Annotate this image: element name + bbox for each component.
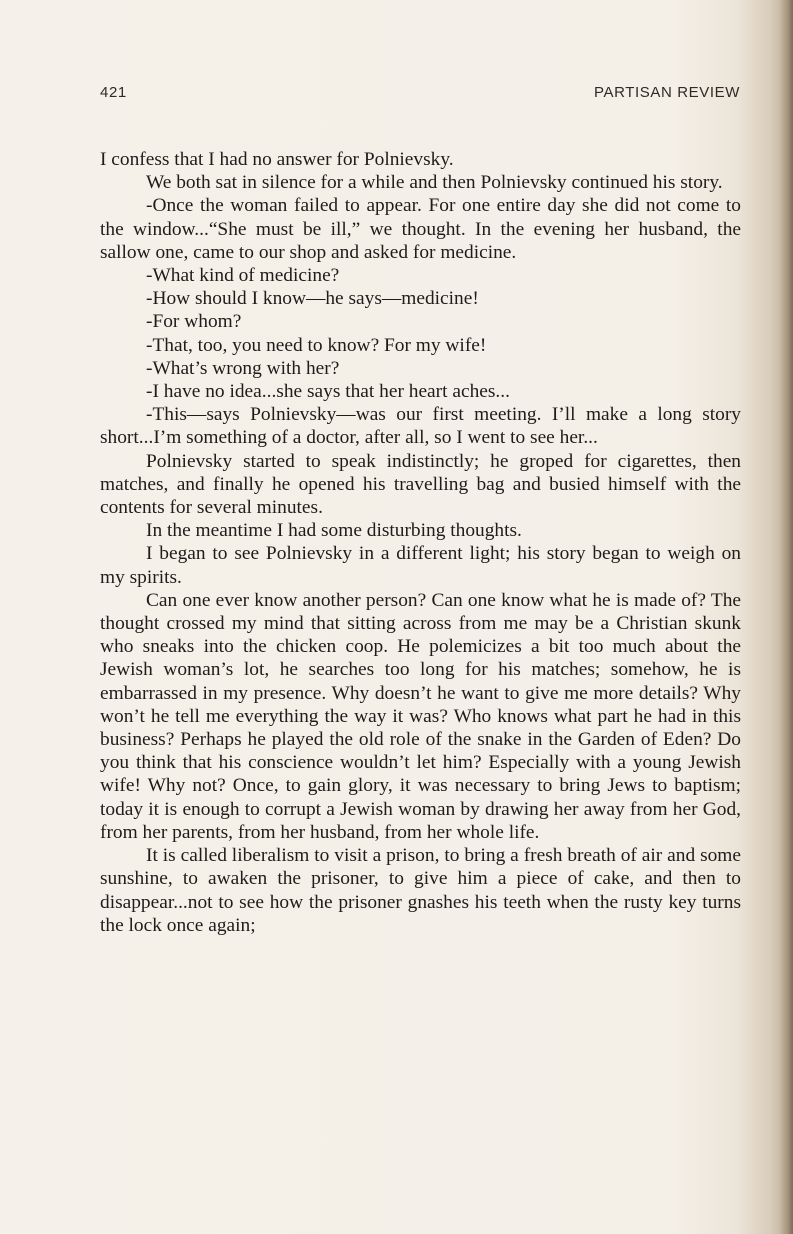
running-header (100, 84, 740, 106)
paragraph: -What’s wrong with her? (146, 357, 340, 379)
paragraph: -I have no idea...she says that her heart aches... (146, 381, 510, 403)
paragraph: It is called liberalism to visit a prison, to bring a fresh breath of air and some sunshine, to awaken the prisoner, to give him a piece of cake, and then to disappear...not to see how the prisoner gnashes his teeth when the rusty key turns the lock once again; (100, 845, 741, 936)
paragraph: Polnievsky started to speak indistinctly; he groped for cigarettes, then matches, and finally he opened his travelling bag and busied himself with the contents for several minutes. (100, 450, 741, 519)
book-spine-shadow (779, 0, 793, 1234)
paragraph: Can one ever know another person? Can one know what he is made of? The thought crossed my mind that sitting across from me may be a Christian skunk who sneaks into the chicken coop. He polemicizes a bit too much about the Jewish woman’s lot, he searches too long for his matches; somehow, he is embarrassed in my presence. Why doesn’t he want to give me more details? Why won’t he tell me everything the way it was? Who knows what part he had in this business? Perhaps he played the old role of the snake in the Garden of Eden? Do you think that his conscience wouldn’t let him? Especially with a young Jewish wife! Why not? Once, to gain glory, it was necessary to bring Jews to baptism; today it is enough to corrupt a Jewish woman by drawing her away from her God, from her parents, from her husband, from her whole life. (100, 589, 741, 843)
paragraph: We both sat in silence for a while and then Polnievsky continued his story. (146, 172, 723, 194)
paragraph: -What kind of medicine? (146, 265, 340, 287)
body-text (100, 148, 741, 937)
paragraph: -This—says Polnievsky—was our first meeting. I’ll make a long story short...I’m something of a doctor, after all, so I went to see her... (100, 404, 741, 449)
paragraph: -How should I know—he says—medicine! (146, 288, 479, 310)
page-number: 421 (100, 84, 127, 101)
paragraph: I confess that I had no answer for Polnievsky. (100, 149, 454, 170)
paragraph: I began to see Polnievsky in a different light; his story began to weigh on my spirits. (100, 543, 741, 588)
paragraph: -For whom? (146, 311, 242, 333)
paragraph: In the meantime I had some disturbing thoughts. (146, 520, 522, 542)
paragraph: -Once the woman failed to appear. For one entire day she did not come to the window...“She must be ill,” we thought. In the evening her husband, the sallow one, came to our shop and asked for medicine. (100, 195, 741, 263)
journal-title: PARTISAN REVIEW (594, 84, 740, 101)
paragraph: -That, too, you need to know? For my wife! (146, 334, 487, 356)
